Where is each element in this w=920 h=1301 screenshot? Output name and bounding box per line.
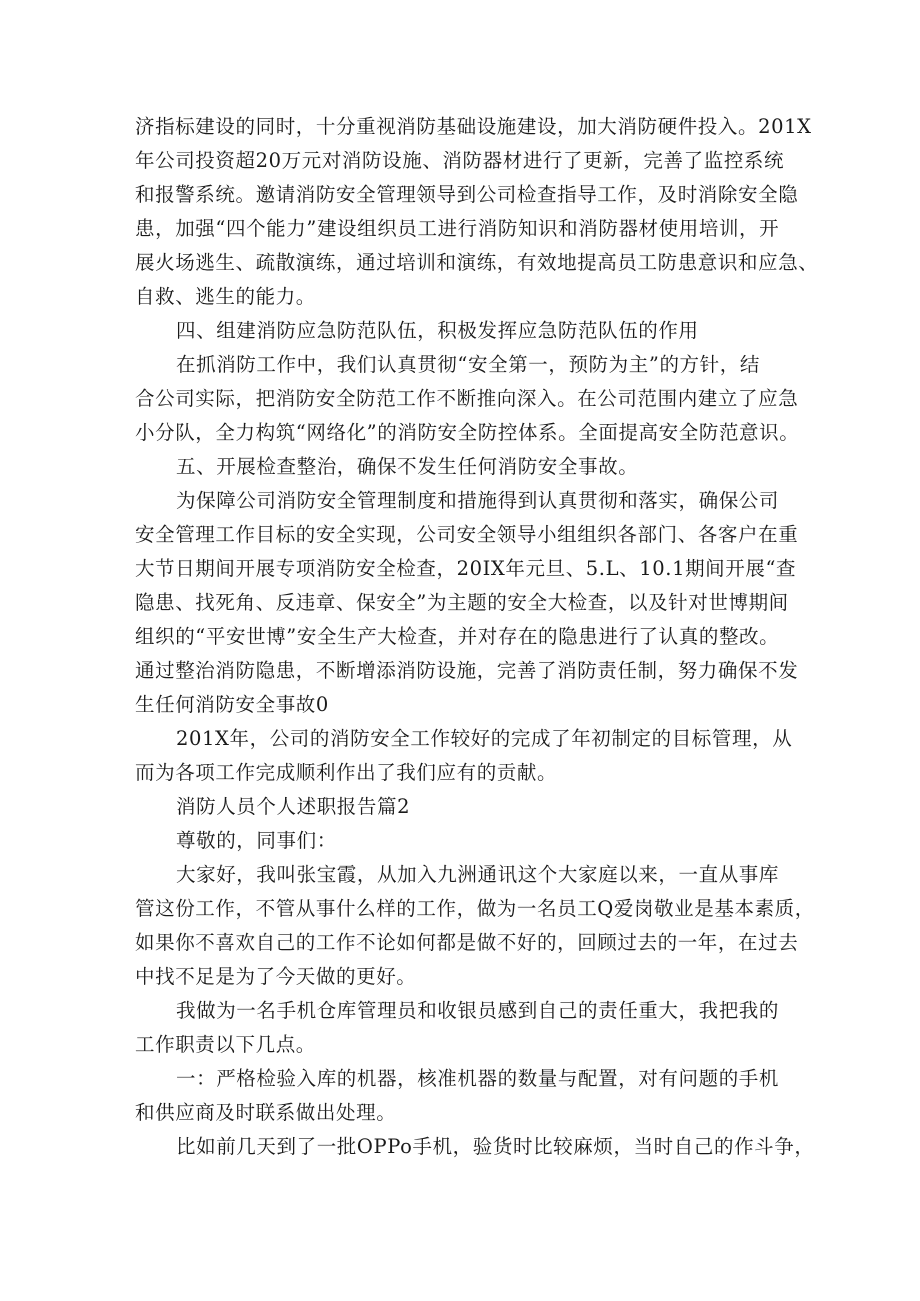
section-heading: 四、组建消防应急防范队伍，积极发挥应急防范队伍的作用	[176, 319, 699, 342]
section-heading: 五、开展检查整治，确保不发生任何消防安全事故。	[176, 455, 639, 478]
text-line: 患，加强“四个能力”建设组织员工进行消防知识和消防器材使用培训，开	[135, 217, 780, 240]
text-line: 中找不足是为了今天做的更好。	[135, 965, 417, 988]
text-line: 一：严格检验入库的机器，核准机器的数量与配置，对有问题的手机	[176, 1067, 780, 1090]
text-line: 为保障公司消防安全管理制度和措施得到认真贯彻和落实，确保公司	[176, 489, 780, 512]
text-line: 合公司实际，把消防安全防范工作不断推向深入。在公司范围内建立了应急	[135, 387, 799, 410]
text-line: 展火场逃生、疏散演练，通过培训和演练，有效地提高员工防患意识和应急、	[135, 251, 819, 274]
text-line: 201X年，公司的消防安全工作较好的完成了年初制定的目标管理，从	[176, 727, 793, 750]
text-line: 安全管理工作目标的安全实现，公司安全领导小组组织各部门、各客户在重	[135, 523, 799, 546]
text-line: 通过整治消防隐患，不断增添消防设施，完善了消防责任制，努力确保不发	[135, 659, 799, 682]
text-line: 工作职责以下几点。	[135, 1033, 316, 1056]
report-title: 消防人员个人述职报告篇2	[176, 795, 411, 818]
text-line: 大节日期间开展专项消防安全检查，20IX年元旦、5.L、10.1期间开展“查	[135, 557, 797, 580]
text-line: 如果你不喜欢自己的工作不论如何都是做不好的，回顾过去的一年，在过去	[135, 931, 799, 954]
text-line: 大家好，我叫张宝霞，从加入九洲通讯这个大家庭以来，一直从事库	[176, 863, 780, 886]
text-line: 在抓消防工作中，我们认真贯彻“安全第一，预防为主”的方针，结	[176, 353, 760, 376]
text-line: 自救、逃生的能力。	[135, 285, 316, 308]
text-line: 比如前几天到了一批OPPo手机，验货时比较麻烦，当时自己的作斗争，	[176, 1135, 815, 1158]
text-line: 组织的“平安世博”安全生产大检查，并对存在的隐患进行了认真的整改。	[135, 625, 780, 648]
text-line: 和报警系统。邀请消防安全管理领导到公司检查指导工作，及时消除安全隐	[135, 183, 799, 206]
text-line: 我做为一名手机仓库管理员和收银员感到自己的责任重大，我把我的	[176, 999, 780, 1022]
text-line: 小分队，全力构筑“网络化”的消防安全防控体系。全面提高安全防范意识。	[135, 421, 800, 444]
text-line: 隐患、找死角、反违章、保安全”为主题的安全大检查，以及针对世博期间	[135, 591, 789, 614]
text-line: 年公司投资超20万元对消防设施、消防器材进行了更新，完善了监控系统	[135, 149, 785, 172]
text-line: 而为各项工作完成顺利作出了我们应有的贡献。	[135, 761, 558, 784]
text-line: 济指标建设的同时，十分重视消防基础设施建设，加大消防硬件投入。201X	[135, 115, 812, 138]
salutation: 尊敬的，同事们：	[176, 829, 337, 852]
text-line: 管这份工作，不管从事什么样的工作，做为一名员工Q爱岗敬业是基本素质，	[135, 897, 815, 920]
text-line: 生任何消防安全事故0	[135, 693, 329, 716]
text-line: 和供应商及时联系做出处理。	[135, 1101, 397, 1124]
